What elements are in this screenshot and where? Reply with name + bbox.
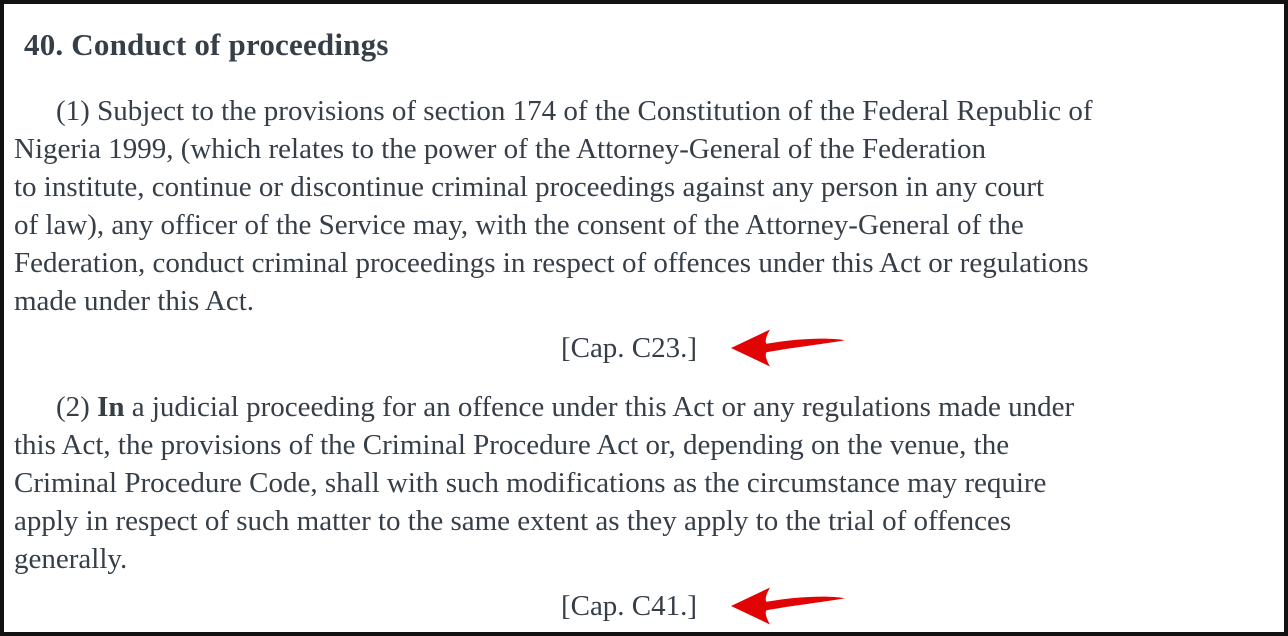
text-line: made under this Act.	[14, 285, 255, 317]
text-line: apply in respect of such matter to the same extent as they apply to the trial of offences	[14, 505, 1012, 537]
text-line: of law), any officer of the Service may, with the consent of the Attorney-General of the	[14, 209, 1024, 241]
citation-row-cap-c41	[14, 586, 1244, 626]
text-line: to institute, continue or discontinue criminal proceedings against any person in any court	[14, 171, 1045, 203]
text-line: this Act, the provisions of the Criminal Procedure Act or, depending on the venue, the	[14, 429, 1010, 461]
bold-word-in: In	[97, 391, 125, 423]
text-line: generally.	[14, 543, 128, 575]
text-line-rest: a judicial proceeding for an offence under this Act or any regulations made under	[124, 391, 1075, 423]
text-line: Nigeria 1999, (which relates to the power of the Attorney-General of the Federation	[14, 133, 986, 165]
section-heading: 40. Conduct of proceedings	[24, 27, 389, 62]
text-line	[14, 388, 1244, 426]
citation-row-cap-c23	[14, 328, 1244, 368]
subsection-2-number: (2)	[56, 391, 98, 423]
subsection-2	[14, 388, 1244, 578]
citation-cap-c23: [Cap. C23.]	[560, 332, 698, 364]
arrow-left-icon	[729, 327, 847, 369]
citation-cap-c41: [Cap. C41.]	[560, 590, 698, 622]
text-line: Criminal Procedure Code, shall with such modifications as the circumstance may require	[14, 467, 1047, 499]
text-line: Federation, conduct criminal proceedings in respect of offences under this Act or regulations	[14, 247, 1089, 279]
text-line: (1) Subject to the provisions of section 174 of the Constitution of the Federal Republic of	[56, 95, 1093, 127]
subsection-1	[14, 92, 1244, 320]
arrow-left-icon	[729, 585, 847, 627]
